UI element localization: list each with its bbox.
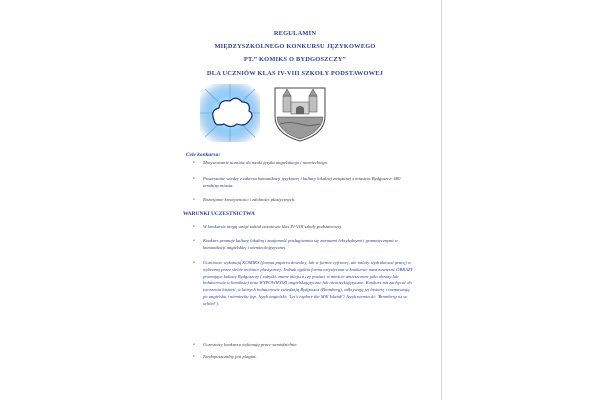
page-edge: [441, 0, 442, 400]
bullet-icon: •: [193, 343, 195, 348]
doc-subtitle-3: DLA UCZNIÓW KLAS IV-VIII SZKOŁY PODSTAWOWEJ: [206, 70, 384, 77]
doc-subtitle: MIĘDZYSZKOLNEGO KONKURSU JĘZYKOWEGO: [214, 43, 376, 50]
bullet-icon: •: [193, 225, 195, 230]
goals-title: Cele konkursu:: [186, 152, 221, 158]
rules-title: WARUNKI UCZESTNICTWA: [183, 211, 255, 217]
coat-of-arms-icon: [272, 84, 328, 142]
rule-item: W konkursie mogą wziąć udział uczniowie klas IV-VIII szkoły podstawowej.: [203, 224, 343, 229]
bullet-icon: •: [193, 177, 195, 182]
bullet-icon: •: [193, 355, 195, 360]
rule-item: Niedopuszczalny jest plagiat.: [203, 354, 257, 359]
rule-item: Uczniowie wykonują KOMIKS (format papieru dowolny, lub w formie cyfrowej, ale należy wydrukować pracę) w wybranej przez siebie technice plastycznej. Jednak ogólna forma artystyczna w konkursie musi zawierać OBRAZY promujące kulturę Bydgoszczy ( zabytki, znane miejsca czy postaci w mieście umieszczone jako obrazy lub bohaterowie w komiksie) oraz WYPOWIEDZI angielskojęzyczne lub niemieckojęzyczne. Konkurs ma zachęcać do tworzenia historii, w których bohaterowie zwiedzają Bydgoszcz (Bromberg), odkrywają jej historię i rozmawiają po angielsku i niemiecku (np. Język angielski: 'Let's explore the Mill Island!'/ Język niemiecki: 'Bromberg ist so schön!').: [203, 260, 414, 306]
bullet-icon: •: [193, 261, 195, 266]
doc-subtitle-2: PT.” KOMIKS O BYDGOSZCZY”: [243, 56, 347, 63]
bullet-icon: •: [193, 161, 195, 166]
bullet-icon: •: [193, 239, 195, 244]
goal-item: Poszerzanie wiedzy z zakresu komunikacji językowej i kultury lokalnej związanej z miastem Bydgoszcz- 680 urodziny miasta.: [203, 176, 401, 188]
cloud-icon: [200, 84, 260, 142]
doc-title: REGULAMIN: [273, 30, 317, 37]
rule-item: Konkurs promuje kulturę lokalną i znajomość posługiwania się zwrotami leksykalnymi i gramatycznymi w komunikacji angielskiej i niemieckojęzycznej.: [203, 238, 398, 250]
goal-item: Motywowanie uczniów do nauki języka angielskiego i niemieckiego.: [203, 160, 329, 165]
rule-item: Uczestnicy konkursu wykonują prace samodzielnie.: [203, 342, 298, 347]
bullet-icon: •: [193, 198, 195, 203]
goal-item: Rozwijanie kreatywności i zdolności plastycznych.: [203, 197, 296, 202]
